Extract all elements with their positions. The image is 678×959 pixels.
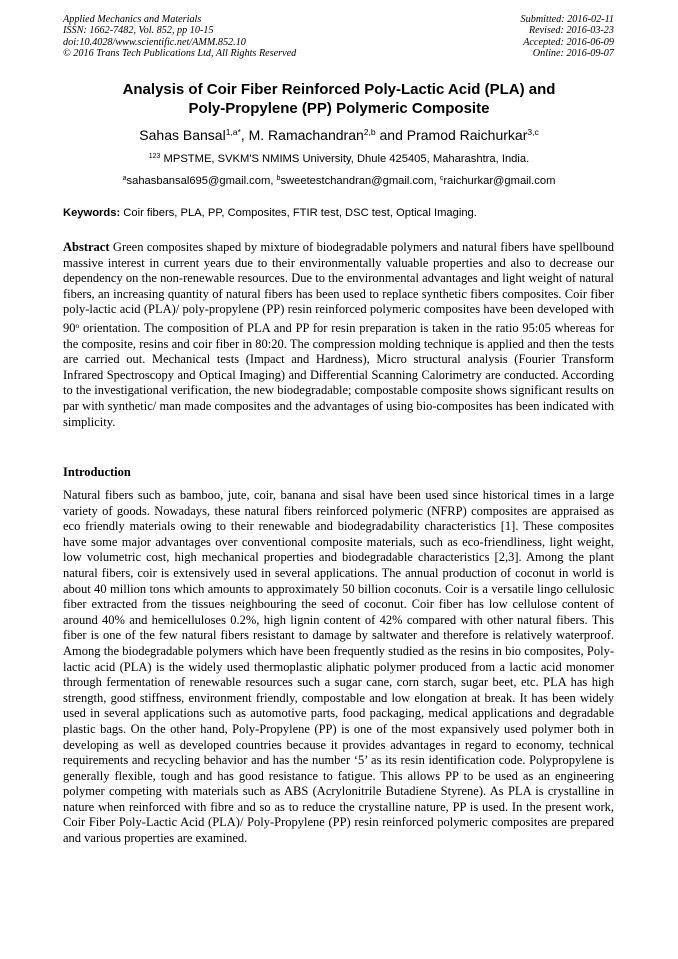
author-3-sup: 3,c	[527, 127, 539, 137]
introduction-body: Natural fibers such as bamboo, jute, coir, banana and sisal have been used since historical times in a large variety of goods. Nowadays, these natural fibers reinforced polymeric (NFRP) composites are appraised as eco friendly materials owing to their renewable and biodegradability characteristics [1]. These composites have some major advantages over conventional composite materials, such as eco-friendliness, light weight, low volumetric cost, high mechanical properties and biodegradable characteristics [2,3]. Among the plant natural fibers, coir is extensively used in several applications. The annual production of coconut in world is about 40 million tons which amounts to approximately 50 billion coconuts. Coir is a versatile lingo cellulosic fiber extracted from the tissues neighbouring the seed of coconut. Coir fiber has low cellulose content of around 40% and hemicelluloses 0.2%, high lignin content of 42% compared with other natural fibers. This fiber is one of the few natural fibers resistant to damage by saltwater and therefore is relatively waterproof. Among the biodegradable polymers which have been frequently studied as the resins in bio composites, Poly-lactic acid (PLA) is the widely used thermoplastic aliphatic polymer produced from a lactic acid monomer through fermentation of renewable resources such a sugar cane, corn starch, sugar beet, etc. PLA has high strength, good stiffness, environment friendly, compostable and low elongation at break. It has been widely used in several applications such as automotive parts, food packaging, medical applications and degradable plastic bags. On the other hand, Poly-Propylene (PP) is one of the most expansively used polymer both in developing as well as developed countries because it provides advantages in regard to economy, technical requirements and recycling behavior and has the number ‘5’ as its resin identification code. Polypropylene is generally flexible, tough and has good resistance to fatigue. This allows PP to be used as an engineering polymer competing with materials such as ABS (Acrylonitrile Butadiene Styrene). As PLA is crystalline in nature when reinforced with fibre and so as to reduce the crystalline nature, PP is used. In the present work, Coir Fiber Poly-Lactic Acid (PLA)/ Poly-Propylene (PP) resin reinforced polymeric composites are prepared and various properties are examined.	[63, 488, 614, 846]
email-b-sup: b	[276, 175, 281, 182]
abstract	[63, 240, 614, 430]
date-submitted: Submitted: 2016-02-11	[520, 14, 614, 25]
author-1-sup: 1,a*	[225, 127, 241, 137]
abstract-text-2: orientation. The composition of PLA and PP for resin preparation is taken in the ratio 95:05 whereas for the composite, resins and coir fiber in 80:20. The compression molding technique is applied and then the tests are carried out. Mechanical tests (Impact and Hardness), Micro structural analysis (Fourier Transform Infrared Spectroscopy and Optical Imaging) and Differential Scanning Calorimetry are conducted. According to the investigational verification, the new biodegradable; compostable composite shows significant results on par with synthetic/ man made composites and the advantages of using bio-composites has been indicated with simplicity.	[63, 320, 614, 429]
keywords-text: Coir fibers, PLA, PP, Composites, FTIR test, DSC test, Optical Imaging.	[120, 207, 477, 219]
author-separator-2: and	[375, 127, 407, 143]
abstract-text-1: Green composites shaped by mixture of biodegradable polymers and natural fibers have spellbound massive interest in current years due to their environmentally valuable properties and also to decrease our dependency on the non-renewable resources. Due to the environmental advantages and light weight of natural fibers, an increasing quantity of natural fibers has been used to replace synthetic fibers composites. Coir fiber poly-lactic acid (PLA)/ poly-propylene (PP) resin reinforced polymeric composites have been developed with 90	[63, 240, 614, 335]
abstract-label: Abstract	[63, 240, 110, 254]
title-line-2: Poly-Propylene (PP) Polymeric Composite	[188, 100, 490, 117]
keywords	[63, 206, 623, 220]
author-separator-1: ,	[240, 127, 249, 143]
journal-info	[63, 14, 296, 60]
journal-copyright: © 2016 Trans Tech Publications Ltd, All Rights Reserved	[63, 48, 297, 60]
email-c: raichurkar@gmail.com	[443, 175, 556, 187]
author-2-name: M. Ramachandran	[248, 127, 364, 143]
author-1-name: Sahas Bansal	[139, 127, 226, 143]
date-revised: Revised: 2016-03-23	[528, 25, 614, 37]
email-list	[40, 172, 638, 188]
keywords-label: Keywords:	[63, 207, 121, 219]
email-a: sahasbansal695@gmail.com,	[126, 175, 277, 187]
email-b: sweetestchandran@gmail.com,	[280, 175, 440, 187]
author-list	[40, 124, 638, 144]
author-2-sup: 2,b	[363, 127, 376, 137]
journal-issn: ISSN: 1662-7482, Vol. 852, pp 10-15	[63, 25, 214, 37]
paper-title	[40, 80, 638, 118]
journal-name: Applied Mechanics and Materials	[63, 14, 202, 25]
publication-dates	[521, 14, 614, 60]
journal-doi: doi:10.4028/www.scientific.net/AMM.852.10	[63, 36, 246, 48]
author-3-name: Pramod Raichurkar	[406, 127, 528, 143]
date-online: Online: 2016-09-07	[532, 48, 614, 60]
title-line-1: Analysis of Coir Fiber Reinforced Poly-Lactic Acid (PLA) and	[122, 81, 556, 98]
email-c-sup: c	[439, 175, 444, 182]
affiliation	[40, 150, 638, 166]
introduction-heading: Introduction	[63, 465, 131, 479]
email-a-sup: a	[122, 175, 127, 182]
date-accepted: Accepted: 2016-06-09	[523, 36, 614, 48]
affiliation-sup: 123	[148, 153, 161, 160]
abstract-degree-sup: o	[75, 320, 80, 330]
affiliation-text: MPSTME, SVKM'S NMIMS University, Dhule 425405, Maharashtra, India.	[160, 153, 530, 165]
